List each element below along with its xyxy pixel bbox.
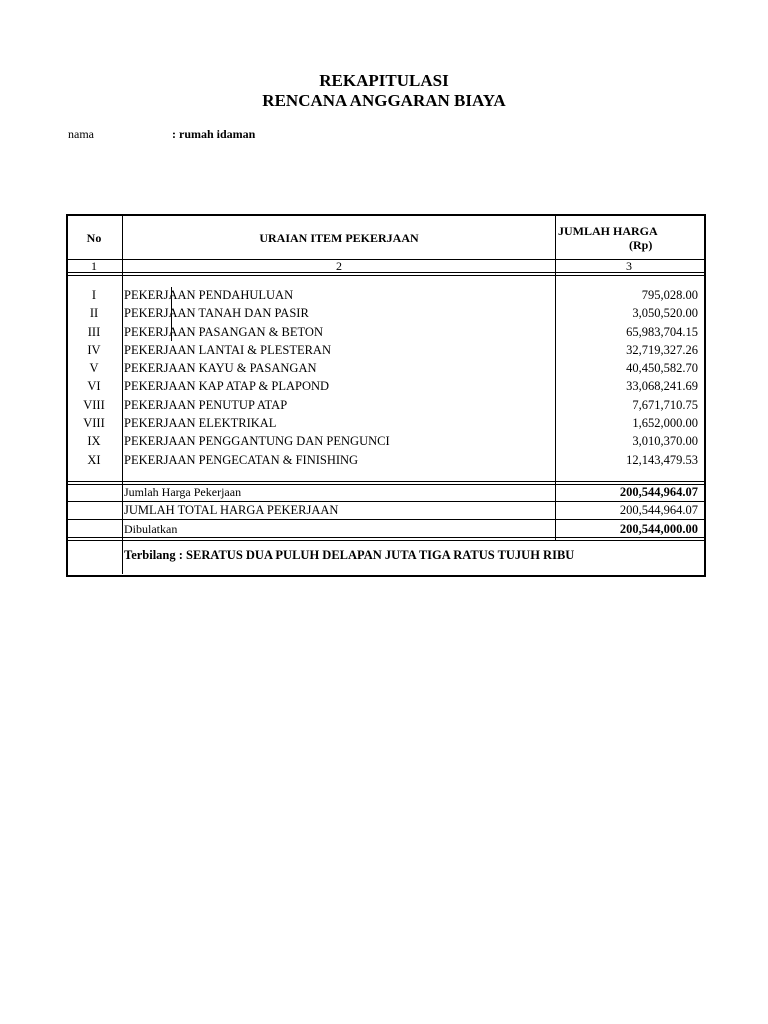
row-description: PEKERJAAN PENDAHULUAN (124, 288, 294, 302)
row-amount: 33,068,241.69 (626, 379, 698, 393)
row-description: PEKERJAAN ELEKTRIKAL (124, 416, 277, 430)
rounded-value: 200,544,000.00 (619, 522, 698, 536)
page-title: REKAPITULASI (319, 71, 449, 90)
column-number-3: 3 (626, 259, 632, 273)
row-no: VIII (83, 416, 105, 430)
header-no: No (86, 231, 102, 245)
row-amount: 3,050,520.00 (632, 306, 698, 320)
header-amount: JUMLAH HARGA (558, 224, 658, 238)
row-amount: 40,450,582.70 (626, 361, 698, 375)
column-number-1: 1 (91, 259, 97, 273)
row-amount: 795,028.00 (641, 288, 698, 302)
header-description: URAIAN ITEM PEKERJAAN (259, 231, 419, 245)
name-value: : rumah idaman (172, 127, 256, 141)
column-divider-no (122, 216, 123, 574)
row-description: PEKERJAAN PENGECATAN & FINISHING (124, 453, 359, 467)
subtotal-label: Jumlah Harga Pekerjaan (124, 485, 242, 499)
row-description: PEKERJAAN PENUTUP ATAP (124, 398, 288, 412)
page-subtitle: RENCANA ANGGARAN BIAYA (262, 91, 506, 110)
row-amount: 3,010,370.00 (632, 434, 698, 448)
row-no: V (89, 361, 99, 375)
rounded-divider-bottom (66, 540, 706, 541)
subtotal-value: 200,544,964.07 (619, 485, 698, 499)
row-amount: 1,652,000.00 (632, 416, 698, 430)
name-label: nama (68, 127, 94, 141)
row-description: PEKERJAAN KAYU & PASANGAN (124, 361, 317, 375)
rounded-label: Dibulatkan (124, 522, 178, 536)
row-no: IV (87, 343, 101, 357)
row-description: PEKERJAAN PENGGANTUNG DAN PENGUNCI (124, 434, 390, 448)
items-divider-top (66, 481, 706, 482)
row-no: IX (87, 434, 101, 448)
column-number-2: 2 (336, 259, 342, 273)
row-description: PEKERJAAN LANTAI & PLESTERAN (124, 343, 331, 357)
row-no: II (89, 306, 99, 320)
header-amount-unit: (Rp) (629, 238, 653, 252)
row-no: VI (87, 379, 101, 393)
row-description: PEKERJAAN PASANGAN & BETON (124, 325, 323, 339)
row-amount: 32,719,327.26 (626, 343, 698, 357)
row-amount: 65,983,704.15 (626, 325, 698, 339)
row-amount: 12,143,479.53 (626, 453, 698, 467)
row-description: PEKERJAAN TANAH DAN PASIR (124, 306, 309, 320)
amount-in-words: Terbilang : SERATUS DUA PULUH DELAPAN JUTA TIGA RATUS TUJUH RIBU (124, 548, 575, 562)
row-no: XI (87, 453, 101, 467)
row-no: I (91, 288, 97, 302)
row-no: VIII (83, 398, 105, 412)
total-label: JUMLAH TOTAL HARGA PEKERJAAN (124, 503, 339, 517)
row-amount: 7,671,710.75 (632, 398, 698, 412)
total-value: 200,544,964.07 (619, 503, 698, 517)
row-no: III (87, 325, 101, 339)
numbering-divider-bottom (66, 275, 706, 276)
row-description: PEKERJAAN KAP ATAP & PLAPOND (124, 379, 330, 393)
